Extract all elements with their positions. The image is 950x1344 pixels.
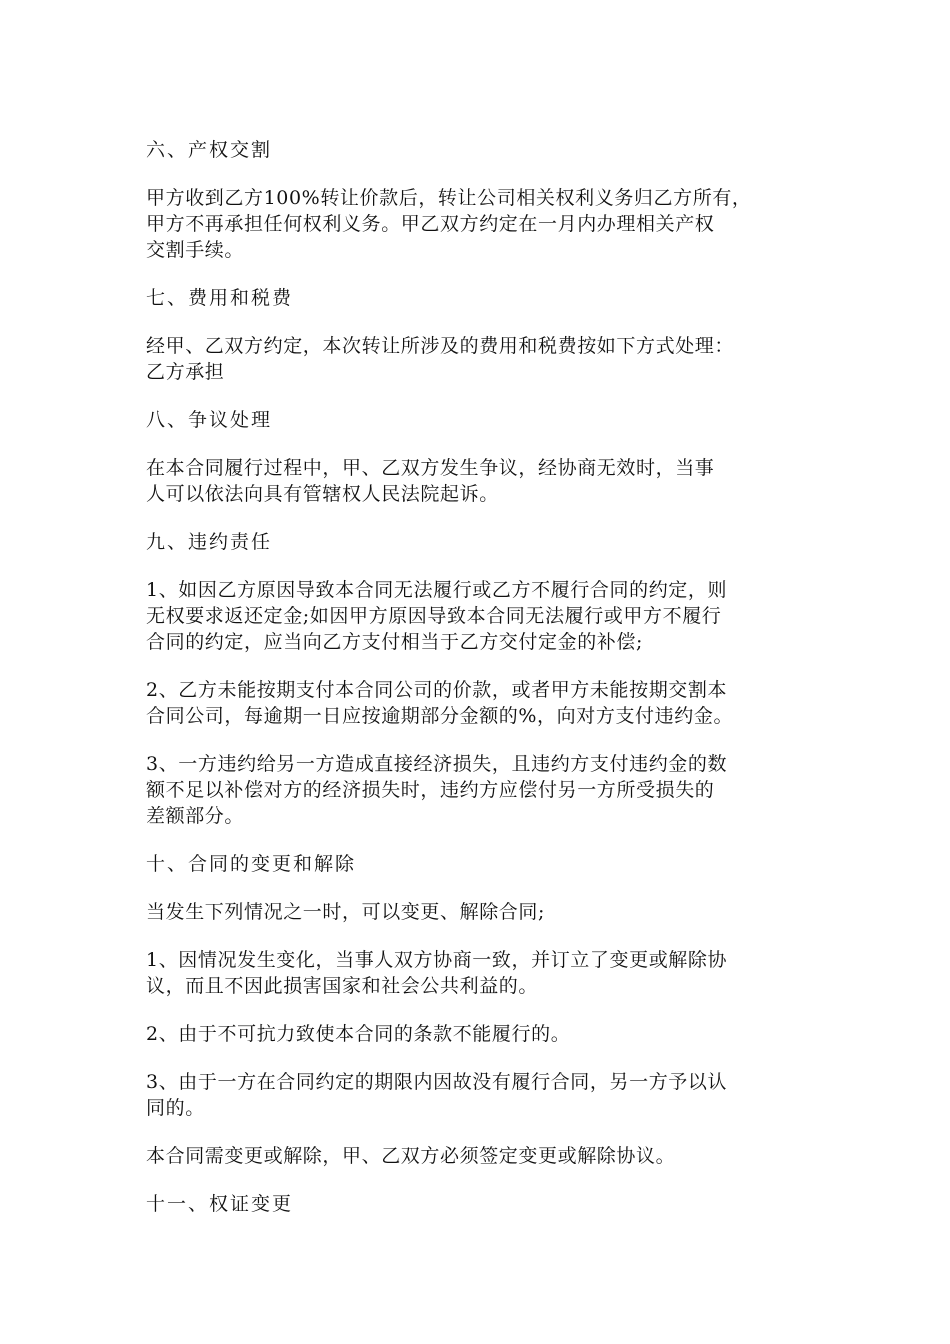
- text-line: 七、费用和税费: [146, 287, 294, 309]
- paragraph: [146, 1069, 810, 1121]
- paragraph: [146, 333, 810, 385]
- text-line: 3、一方违约给另一方造成直接经济损失，且违约方支付违约金的数: [146, 753, 728, 775]
- text-line: 本合同需变更或解除，甲、乙双方必须签定变更或解除协议。: [146, 1145, 676, 1167]
- text-line: 合同公司，每逾期一日应按逾期部分金额的%，向对方支付违约金。: [146, 705, 734, 727]
- text-line: 1、因情况发生变化，当事人双方协商一致，并订立了变更或解除协: [146, 949, 728, 971]
- section-heading: [146, 137, 810, 163]
- text-line: 六、产权交割: [146, 139, 273, 161]
- text-line: 2、由于不可抗力致使本合同的条款不能履行的。: [146, 1023, 571, 1045]
- section-heading: [146, 851, 810, 877]
- text-line: 十一、权证变更: [146, 1193, 294, 1215]
- section-heading: [146, 1191, 810, 1217]
- paragraph: [146, 947, 810, 999]
- paragraph: [146, 455, 810, 507]
- text-line: 八、争议处理: [146, 409, 273, 431]
- text-line: 额不足以补偿对方的经济损失时，违约方应偿付另一方所受损失的: [146, 779, 715, 801]
- paragraph: [146, 677, 810, 729]
- text-line: 1、如因乙方原因导致本合同无法履行或乙方不履行合同的约定，则: [146, 579, 728, 601]
- text-line: 乙方承担: [146, 361, 225, 383]
- text-line: 人可以依法向具有管辖权人民法院起诉。: [146, 483, 499, 505]
- text-line: 在本合同履行过程中，甲、乙双方发生争议，经协商无效时，当事: [146, 457, 715, 479]
- text-line: 议，而且不因此损害国家和社会公共利益的。: [146, 975, 539, 997]
- text-line: 2、乙方未能按期支付本合同公司的价款，或者甲方未能按期交割本: [146, 679, 728, 701]
- text-line: 差额部分。: [146, 805, 245, 827]
- document-page: [146, 137, 810, 1239]
- text-line: 十、合同的变更和解除: [146, 853, 357, 875]
- text-line: 甲方收到乙方100%转让价款后，转让公司相关权利义务归乙方所有，: [146, 187, 752, 209]
- text-line: 无权要求返还定金;如因甲方原因导致本合同无法履行或甲方不履行: [146, 605, 722, 627]
- text-line: 交割手续。: [146, 239, 245, 261]
- paragraph: [146, 751, 810, 829]
- text-line: 合同的约定，应当向乙方支付相当于乙方交付定金的补偿;: [146, 631, 644, 653]
- paragraph: [146, 1021, 810, 1047]
- paragraph: [146, 899, 810, 925]
- text-line: 甲方不再承担任何权利义务。甲乙双方约定在一月内办理相关产权: [146, 213, 715, 235]
- paragraph: [146, 577, 810, 655]
- text-line: 经甲、乙双方约定，本次转让所涉及的费用和税费按如下方式处理：: [146, 335, 735, 357]
- section-heading: [146, 285, 810, 311]
- text-line: 3、由于一方在合同约定的期限内因故没有履行合同，另一方予以认: [146, 1071, 728, 1093]
- text-line: 当发生下列情况之一时，可以变更、解除合同;: [146, 901, 546, 923]
- section-heading: [146, 529, 810, 555]
- paragraph: [146, 185, 810, 263]
- section-heading: [146, 407, 810, 433]
- text-line: 九、违约责任: [146, 531, 273, 553]
- text-line: 同的。: [146, 1097, 205, 1119]
- paragraph: [146, 1143, 810, 1169]
